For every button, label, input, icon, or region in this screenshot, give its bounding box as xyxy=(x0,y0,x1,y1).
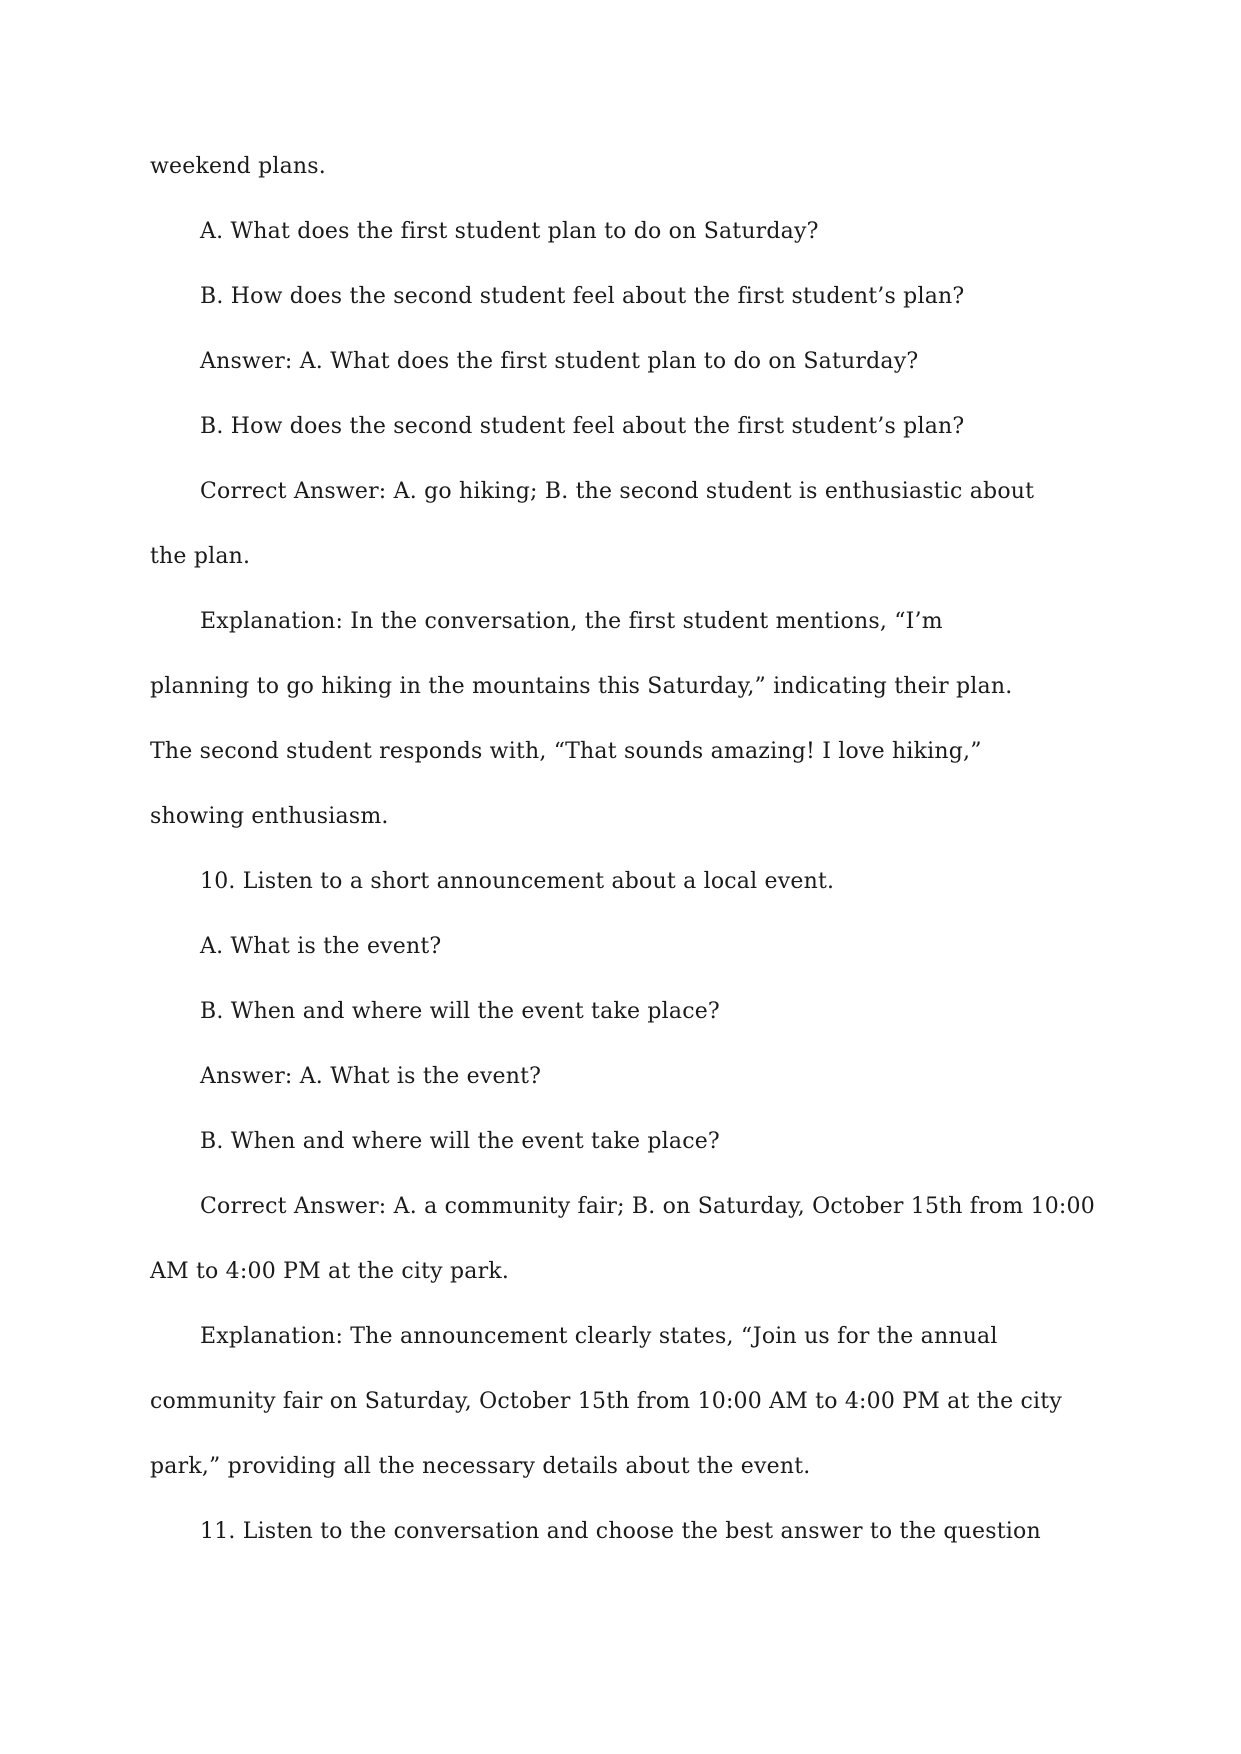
answer-line: Answer: A. What does the first student plan to do on Saturday? xyxy=(200,349,919,374)
explanation-line: Explanation: In the conversation, the first student mentions, “I’m xyxy=(200,609,943,634)
text-line: park,” providing all the necessary details about the event. xyxy=(150,1454,811,1479)
text-line: the plan. xyxy=(150,544,251,569)
text-line: weekend plans. xyxy=(150,154,326,179)
correct-answer-line: Correct Answer: A. go hiking; B. the second student is enthusiastic about xyxy=(200,479,1035,504)
option-line: A. What does the first student plan to do on Saturday? xyxy=(200,219,819,244)
question-line: 11. Listen to the conversation and choose the best answer to the question xyxy=(200,1519,1041,1544)
answer-line: Answer: A. What is the event? xyxy=(200,1064,542,1089)
option-line: B. How does the second student feel about the first student’s plan? xyxy=(200,414,965,439)
text-line: AM to 4:00 PM at the city park. xyxy=(150,1259,510,1284)
text-line: The second student responds with, “That sounds amazing! I love hiking,” xyxy=(150,739,982,764)
correct-answer-line: Correct Answer: A. a community fair; B. on Saturday, October 15th from 10:00 xyxy=(200,1194,1095,1219)
option-line: B. When and where will the event take place? xyxy=(200,1129,720,1154)
text-line: planning to go hiking in the mountains this Saturday,” indicating their plan. xyxy=(150,674,1013,699)
text-line: community fair on Saturday, October 15th from 10:00 AM to 4:00 PM at the city xyxy=(150,1389,1062,1414)
option-line: A. What is the event? xyxy=(200,934,442,959)
option-line: B. When and where will the event take place? xyxy=(200,999,720,1024)
explanation-line: Explanation: The announcement clearly states, “Join us for the annual xyxy=(200,1324,998,1349)
option-line: B. How does the second student feel about the first student’s plan? xyxy=(200,284,965,309)
question-line: 10. Listen to a short announcement about a local event. xyxy=(200,869,835,894)
text-line: showing enthusiasm. xyxy=(150,804,389,829)
